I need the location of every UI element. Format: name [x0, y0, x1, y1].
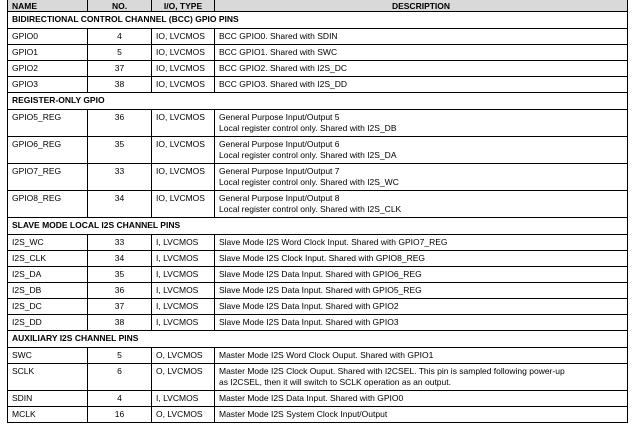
pin-name-cell: SWC	[8, 348, 88, 364]
pin-number-cell: 4	[88, 391, 152, 407]
io-type-cell: I, LVCMOS	[152, 251, 215, 267]
description-line: Local register control only. Shared with I2S_WC	[219, 176, 399, 187]
pin-number-cell: 37	[88, 299, 152, 315]
table-row	[8, 77, 628, 93]
io-type-cell: I, LVCMOS	[152, 235, 215, 251]
pin-number-cell: 37	[88, 61, 152, 77]
pin-function-table	[7, 0, 628, 423]
description-cell	[215, 407, 628, 423]
table-row	[8, 137, 628, 164]
description-line: General Purpose Input/Output 7	[219, 166, 340, 176]
io-type-cell: IO, LVCMOS	[152, 110, 215, 137]
description-cell	[215, 29, 628, 45]
pin-number-cell: 36	[88, 283, 152, 299]
description-line: Master Mode I2S System Clock Input/Output	[219, 409, 388, 419]
description-line: Local register control only. Shared with I2S_DB	[219, 122, 397, 133]
table-row	[8, 315, 628, 331]
description-line: BCC GPIO1. Shared with SWC	[219, 47, 338, 57]
section-header-row	[8, 93, 628, 110]
table-row	[8, 267, 628, 283]
header-name: NAME	[8, 0, 88, 12]
description-cell	[215, 315, 628, 331]
pin-number-cell: 36	[88, 110, 152, 137]
io-type-cell: I, LVCMOS	[152, 283, 215, 299]
pin-number-cell: 5	[88, 45, 152, 61]
pin-number-cell: 5	[88, 348, 152, 364]
table-row	[8, 191, 628, 218]
table-row	[8, 299, 628, 315]
pin-number-cell: 34	[88, 251, 152, 267]
description-line: Slave Mode I2S Clock Input. Shared with GPIO8_REG	[219, 253, 425, 263]
pin-number-cell: 35	[88, 267, 152, 283]
description-line: Slave Mode I2S Word Clock Input. Shared with GPIO7_REG	[219, 237, 448, 247]
io-type-cell: I, LVCMOS	[152, 315, 215, 331]
io-type-cell: IO, LVCMOS	[152, 45, 215, 61]
description-line: BCC GPIO3. Shared with I2S_DD	[219, 79, 348, 89]
description-cell	[215, 283, 628, 299]
header-no: NO.	[88, 0, 152, 12]
pin-name-cell: MCLK	[8, 407, 88, 423]
pin-name-cell: I2S_DC	[8, 299, 88, 315]
pin-name-cell: GPIO8_REG	[8, 191, 88, 218]
description-cell	[215, 391, 628, 407]
description-cell	[215, 45, 628, 61]
description-line: General Purpose Input/Output 5	[219, 112, 340, 122]
table-header-row	[8, 0, 628, 12]
io-type-cell: IO, LVCMOS	[152, 61, 215, 77]
pin-number-cell: 33	[88, 164, 152, 191]
table-body	[8, 12, 628, 423]
description-cell	[215, 137, 628, 164]
description-line: BCC GPIO2. Shared with I2S_DC	[219, 63, 348, 73]
pin-number-cell: 6	[88, 364, 152, 391]
description-cell	[215, 191, 628, 218]
table-row	[8, 348, 628, 364]
table-row	[8, 391, 628, 407]
description-line: General Purpose Input/Output 6	[219, 139, 340, 149]
description-line: as I2CSEL, then it will switch to SCLK operation as an output.	[219, 376, 451, 387]
description-cell	[215, 235, 628, 251]
table-row	[8, 251, 628, 267]
pin-name-cell: SDIN	[8, 391, 88, 407]
description-cell	[215, 77, 628, 93]
section-title: BIDIRECTIONAL CONTROL CHANNEL (BCC) GPIO PINS	[8, 12, 628, 29]
pin-name-cell: I2S_WC	[8, 235, 88, 251]
io-type-cell: IO, LVCMOS	[152, 164, 215, 191]
description-cell	[215, 61, 628, 77]
description-line: Slave Mode I2S Data Input. Shared with GPIO5_REG	[219, 285, 422, 295]
table-row	[8, 235, 628, 251]
description-cell	[215, 251, 628, 267]
description-line: Slave Mode I2S Data Input. Shared with GPIO6_REG	[219, 269, 422, 279]
io-type-cell: I, LVCMOS	[152, 299, 215, 315]
pin-name-cell: GPIO5_REG	[8, 110, 88, 137]
pin-number-cell: 4	[88, 29, 152, 45]
table-row	[8, 110, 628, 137]
description-cell	[215, 348, 628, 364]
io-type-cell: IO, LVCMOS	[152, 191, 215, 218]
description-cell	[215, 164, 628, 191]
description-line: Local register control only. Shared with I2S_CLK	[219, 203, 402, 214]
table-row	[8, 45, 628, 61]
description-line: Master Mode I2S Word Clock Ouput. Shared with GPIO1	[219, 350, 434, 360]
pin-name-cell: SCLK	[8, 364, 88, 391]
io-type-cell: I, LVCMOS	[152, 391, 215, 407]
section-header-row	[8, 218, 628, 235]
pin-name-cell: GPIO6_REG	[8, 137, 88, 164]
pin-number-cell: 38	[88, 77, 152, 93]
pin-number-cell: 34	[88, 191, 152, 218]
description-line: Master Mode I2S Data Input. Shared with GPIO0	[219, 393, 404, 403]
header-io-type: I/O, TYPE	[152, 0, 215, 12]
io-type-cell: O, LVCMOS	[152, 348, 215, 364]
header-description: DESCRIPTION	[215, 0, 628, 12]
description-line: Slave Mode I2S Data Input. Shared with GPIO2	[219, 301, 399, 311]
section-header-row	[8, 331, 628, 348]
pin-number-cell: 38	[88, 315, 152, 331]
description-cell	[215, 364, 628, 391]
io-type-cell: IO, LVCMOS	[152, 77, 215, 93]
description-line: Master Mode I2S Clock Ouput. Shared with I2CSEL. This pin is sampled following power-up	[219, 366, 565, 376]
io-type-cell: IO, LVCMOS	[152, 29, 215, 45]
pin-number-cell: 33	[88, 235, 152, 251]
section-title: REGISTER-ONLY GPIO	[8, 93, 628, 110]
pin-number-cell: 35	[88, 137, 152, 164]
table-row	[8, 29, 628, 45]
io-type-cell: O, LVCMOS	[152, 364, 215, 391]
description-line: BCC GPIO0. Shared with SDIN	[219, 31, 338, 41]
section-title: SLAVE MODE LOCAL I2S CHANNEL PINS	[8, 218, 628, 235]
io-type-cell: I, LVCMOS	[152, 267, 215, 283]
description-line: Local register control only. Shared with I2S_DA	[219, 149, 397, 160]
pin-name-cell: I2S_CLK	[8, 251, 88, 267]
description-cell	[215, 110, 628, 137]
table-row	[8, 283, 628, 299]
section-header-row	[8, 12, 628, 29]
table-row	[8, 164, 628, 191]
pin-name-cell: GPIO3	[8, 77, 88, 93]
table-row	[8, 407, 628, 423]
pin-name-cell: I2S_DD	[8, 315, 88, 331]
pin-name-cell: I2S_DB	[8, 283, 88, 299]
description-line: General Purpose Input/Output 8	[219, 193, 340, 203]
pin-name-cell: GPIO0	[8, 29, 88, 45]
table-row	[8, 61, 628, 77]
description-cell	[215, 267, 628, 283]
pin-number-cell: 16	[88, 407, 152, 423]
io-type-cell: O, LVCMOS	[152, 407, 215, 423]
table-row	[8, 364, 628, 391]
io-type-cell: IO, LVCMOS	[152, 137, 215, 164]
pin-name-cell: GPIO1	[8, 45, 88, 61]
section-title: AUXILIARY I2S CHANNEL PINS	[8, 331, 628, 348]
description-cell	[215, 299, 628, 315]
description-line: Slave Mode I2S Data Input. Shared with GPIO3	[219, 317, 399, 327]
pin-name-cell: I2S_DA	[8, 267, 88, 283]
pin-name-cell: GPIO7_REG	[8, 164, 88, 191]
pin-name-cell: GPIO2	[8, 61, 88, 77]
